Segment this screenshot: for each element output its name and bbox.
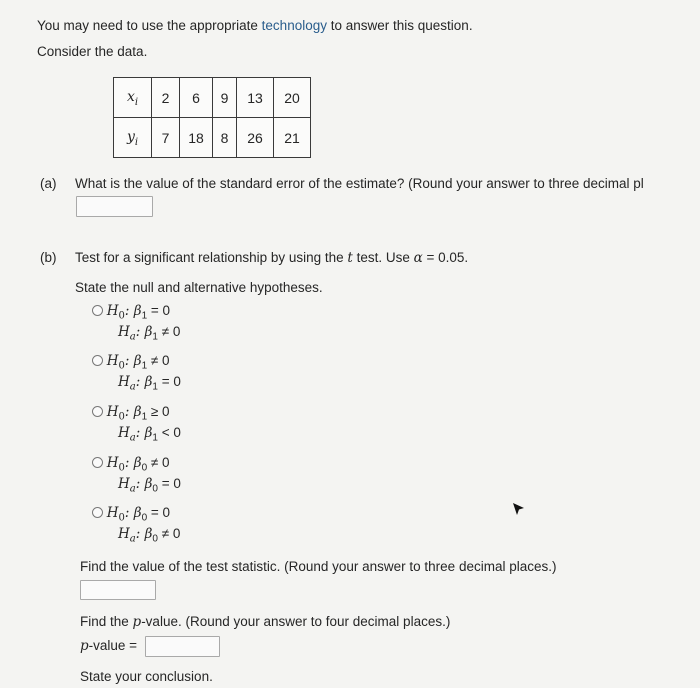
part-a-question: What is the value of the standard error of the estimate? (Round your answer to three decimal pl — [75, 176, 644, 191]
table-cell: 20 — [274, 78, 311, 118]
radio-button[interactable] — [92, 406, 103, 417]
table-cell: 26 — [237, 118, 274, 158]
conclusion-prompt: State your conclusion. — [80, 669, 213, 684]
test-stat-prompt: Find the value of the test statistic. (Round your answer to three decimal places.) — [80, 559, 557, 574]
p-value-label: p-value = — [80, 638, 138, 654]
radio-button[interactable] — [92, 457, 103, 468]
hypothesis-option-1[interactable]: $H_0$: $\beta_1 = 0$ — [92, 303, 170, 322]
hypothesis-option-3[interactable]: $H_0$: $\beta_1 \ge 0$ — [92, 404, 170, 423]
std-error-input[interactable] — [76, 196, 153, 217]
test-statistic-input[interactable] — [80, 580, 156, 600]
y-header: $y_i$ — [114, 118, 152, 158]
hypothesis-option-4-alt: $H_a$: $\beta_0 = 0$ — [118, 476, 181, 495]
table-cell: 13 — [237, 78, 274, 118]
table-cell: 7 — [152, 118, 180, 158]
hypothesis-option-2[interactable]: $H_0$: $\beta_1 \ne 0$ — [92, 353, 170, 372]
table-row-x — [114, 78, 311, 118]
hypothesis-option-4[interactable]: $H_0$: $\beta_0 \ne 0$ — [92, 455, 170, 474]
table-cell: 18 — [180, 118, 213, 158]
hypothesis-option-5[interactable]: $H_0$: $\beta_0 = 0$ — [92, 505, 170, 524]
technology-link[interactable]: technology — [261, 18, 327, 33]
hypotheses-prompt: State the null and alternative hypotheses. — [75, 280, 323, 295]
radio-button[interactable] — [92, 305, 103, 316]
table-cell: 8 — [213, 118, 237, 158]
part-a-tag: (a) — [40, 176, 57, 191]
table-row-y — [114, 118, 311, 158]
table-cell: 9 — [213, 78, 237, 118]
x-header: $x_i$ — [114, 78, 152, 118]
part-b-tag: (b) — [40, 250, 57, 265]
part-b-question: Test for a significant relationship by using the t test. Use α = 0.05. — [75, 250, 469, 266]
data-table — [113, 77, 311, 158]
table-cell: 2 — [152, 78, 180, 118]
header-suffix: to answer this question. — [326, 18, 473, 33]
table-cell: 21 — [274, 118, 311, 158]
radio-button[interactable] — [92, 507, 103, 518]
hypothesis-option-3-alt: $H_a$: $\beta_1 < 0$ — [118, 425, 181, 444]
hypothesis-option-5-alt: $H_a$: $\beta_0 \ne 0$ — [118, 526, 181, 545]
radio-button[interactable] — [92, 355, 103, 366]
p-value-prompt: Find the p-value. (Round your answer to four decimal places.) — [80, 614, 451, 630]
table-cell: 6 — [180, 78, 213, 118]
header-prefix: You may need to use the appropriate — [37, 18, 262, 33]
hypothesis-option-2-alt: $H_a$: $\beta_1 = 0$ — [118, 374, 181, 393]
hypothesis-option-1-alt: $H_a$: $\beta_1 \ne 0$ — [118, 324, 181, 343]
p-value-input[interactable] — [145, 636, 220, 657]
header-line — [37, 18, 473, 33]
mouse-pointer-icon — [512, 502, 526, 516]
intro-text: Consider the data. — [37, 44, 148, 59]
